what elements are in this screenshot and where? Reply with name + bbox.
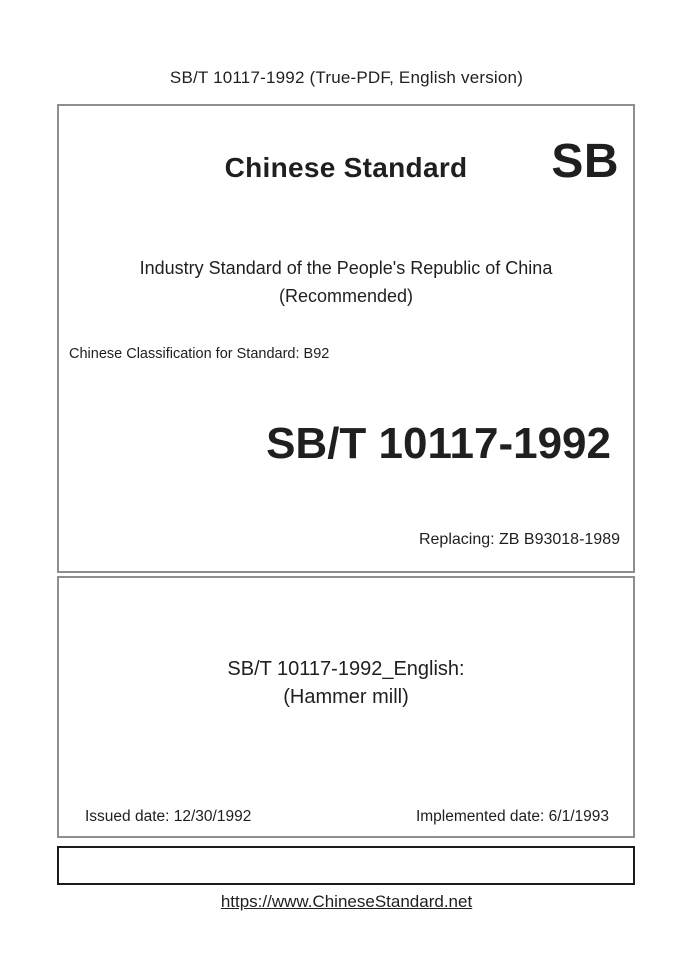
cover-box (57, 104, 635, 573)
issued-date: Issued date: 12/30/1992 (85, 808, 252, 825)
subtitle-line-1: Industry Standard of the People's Republic of China (139, 258, 553, 278)
english-title (59, 655, 633, 711)
standard-code: SB/T 10117-1992 (266, 419, 611, 468)
page-footer (0, 892, 693, 912)
detail-box (57, 576, 635, 838)
english-title-line-1: SB/T 10117-1992_English: (227, 658, 465, 680)
footer-link[interactable]: https://www.ChineseStandard.net (220, 892, 473, 911)
replacing-label: Replacing: ZB B93018-1989 (418, 531, 620, 548)
empty-bar-box (57, 846, 635, 885)
implemented-date: Implemented date: 6/1/1993 (415, 808, 609, 825)
subtitle-line-2: (Recommended) (278, 286, 414, 306)
dates-row (85, 808, 609, 826)
publisher-logo: SB (551, 135, 619, 188)
cover-subtitle (59, 254, 633, 310)
classification-label: Chinese Classification for Standard: B92 (69, 346, 330, 362)
page-header-title: SB/T 10117-1992 (True-PDF, English version) (169, 68, 524, 87)
english-title-line-2: (Hammer mill) (283, 686, 409, 708)
cover-title: Chinese Standard (224, 152, 468, 183)
